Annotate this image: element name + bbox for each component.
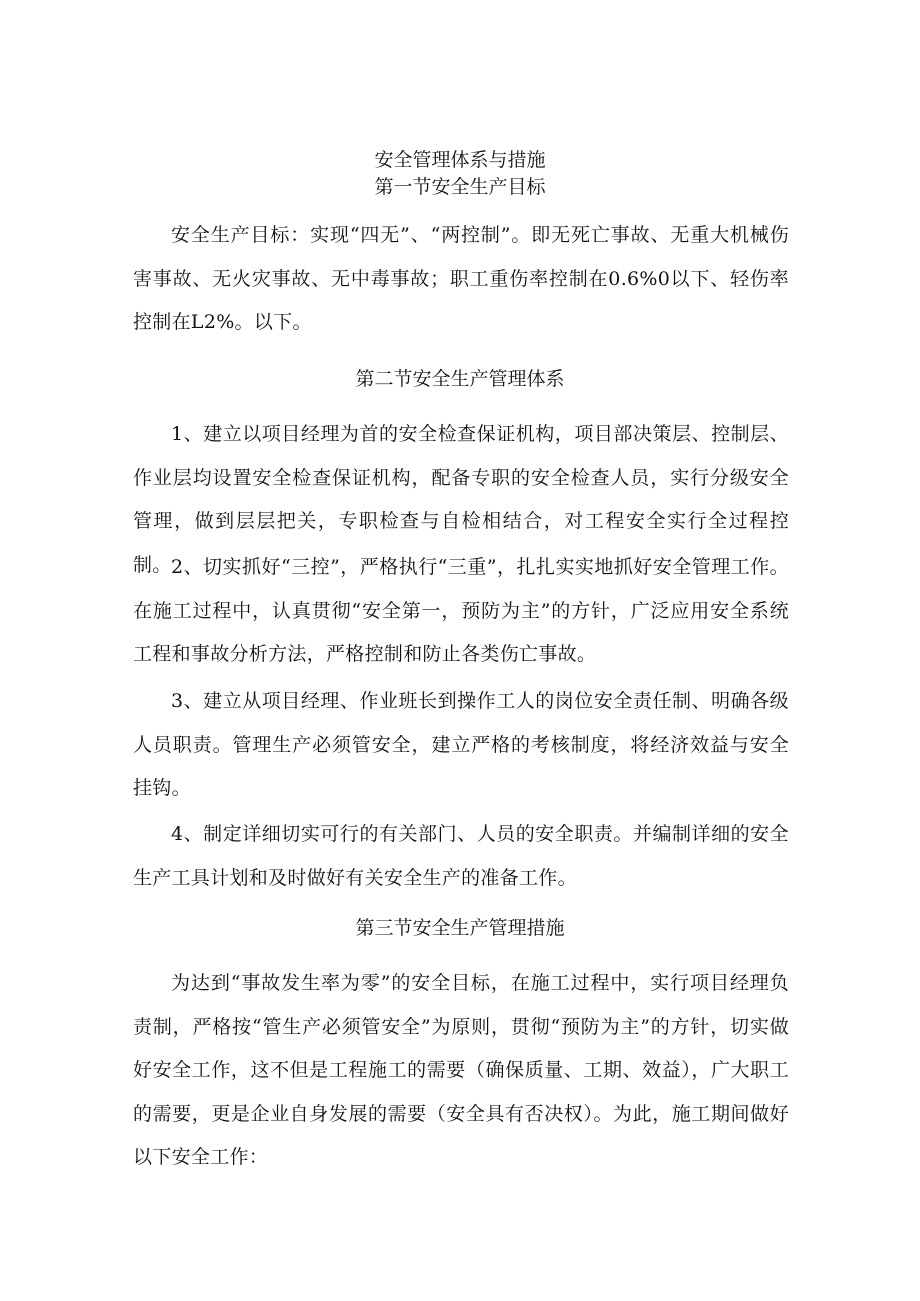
section-2-paragraph-1: 1、建立以项目经理为首的安全检查保证机构，项目部决策层、控制层、作业层均设置安全检查保证机构，配备专职的安全检查人员，实行分级安全管理，做到层层把关，专职检查与自检相结合，对工程安全实行全过程控制。: [133, 423, 789, 576]
section-3-paragraph-1: 为达到“事故发生率为零”的安全目标，在施工过程中，实行项目经理负责制，严格按“管生产必须管安全”为原则，贯彻“预防为主”的方针，切实做好安全工作，这不但是工程施工的需要（确保质量、工期、效益），广大职工的需要，更是企业自身发展的需要（安全具有否决权）。为此，施工期间做好以下安全工作：: [133, 972, 789, 1168]
document-title: 安全管理体系与措施: [374, 149, 546, 171]
section-2-paragraph-4: 4、制定详细切实可行的有关部门、人员的安全职责。并编制详细的安全生产工具计划和及时做好有关安全生产的准备工作。: [133, 823, 789, 889]
section-2-paragraph-3: 3、建立从项目经理、作业班长到操作工人的岗位安全责任制、明确各级人员职责。管理生产必须管安全，建立严格的考核制度，将经济效益与安全挂钩。: [133, 690, 789, 799]
section-1-heading: 第一节安全生产目标: [374, 176, 546, 198]
section-3-heading: 第三节安全生产管理措施: [355, 917, 565, 939]
section-1-paragraph-1: 安全生产目标：实现“四无”、“两控制”。即无死亡事故、无重大机械伤害事故、无火灾事故、无中毒事故；职工重伤率控制在0.6%0以下、轻伤率控制在L2%。以下。: [133, 224, 789, 333]
section-2-paragraph-2: 2、切实抓好“三控”，严格执行“三重”，扎扎实实地抓好安全管理工作。在施工过程中，认真贯彻“安全第一，预防为主”的方针，广泛应用安全系统工程和事故分析方法，严格控制和防止各类伤亡事故。: [133, 556, 789, 665]
section-2-heading: 第二节安全生产管理体系: [355, 368, 565, 390]
